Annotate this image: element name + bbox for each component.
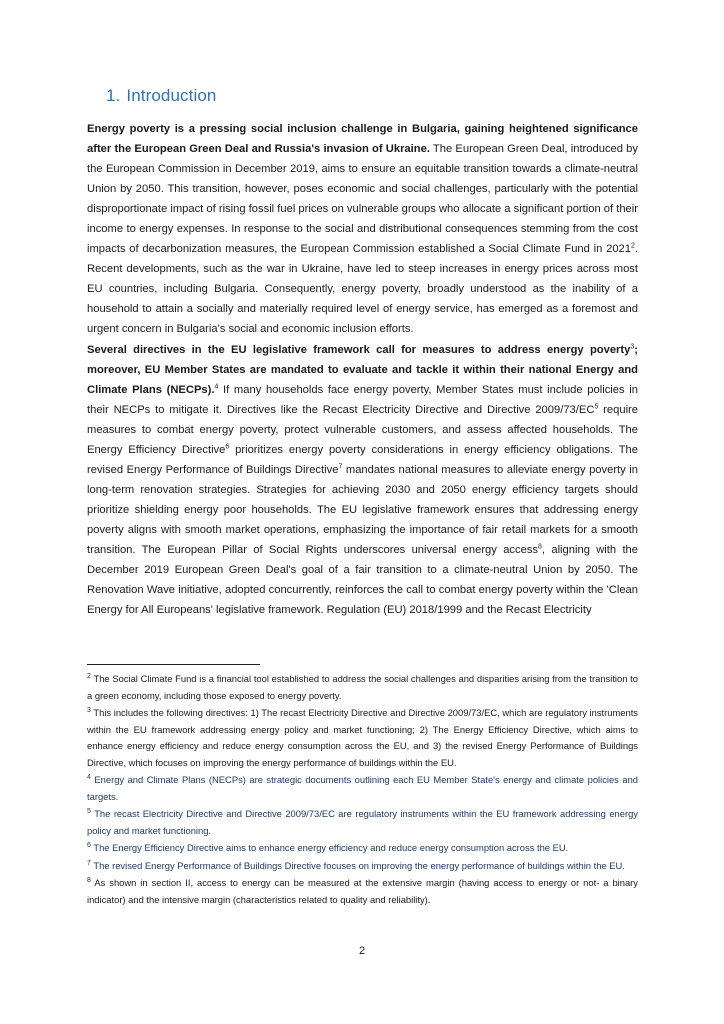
paragraph-text: require measures to combat energy poverty, protect vulnerable customers, and assess affected households. The Energy Efficiency Directive	[87, 404, 639, 456]
footnote-text: The recast Electricity Directive and Directive 2009/73/EC are regulatory instruments within the EU framework addressing energy policy and market functioning.	[87, 808, 638, 836]
footnote-5	[87, 806, 638, 839]
footnote-number: 8	[87, 876, 91, 884]
footnote-text: The Energy Efficiency Directive aims to enhance energy efficiency and reduce energy consumption across the EU.	[90, 842, 569, 853]
footnote-7	[87, 858, 638, 875]
paragraph-text: prioritizes energy poverty considerations in energy efficiency obligations. The revised Energy Performance of Buildings Directive	[87, 444, 638, 476]
footnote-number: 5	[87, 807, 91, 815]
footnote-number: 3	[87, 706, 91, 714]
paragraph-text: The European Green Deal, introduced by the European Commission in December 2019, aims to ensure an equitable transition towards a climate-neutral Union by 2050. This transition, however, poses economic and social challenges, particularly with the potential disproportionate impact of rising fossil fuel prices on vulnerable groups who allocate a significant portion of their income to energy expenses. In response to the social and distributional consequences stemming from the cost impacts of decarbonization measures, the European Commission established a Social Climate Fund in 2021	[87, 143, 638, 255]
paragraph-directives	[87, 340, 638, 620]
section-number: 1.	[106, 86, 121, 105]
footnote-number: 2	[87, 672, 91, 680]
footnote-ref[interactable]: 7	[338, 463, 343, 471]
footnote-text: This includes the following directives: 1) The recast Electricity Directive and Directive 2009/73/EC, which are regulatory instruments within the EU framework addressing energy policy and market functioning; 2) The Energy Efficiency Directive, which aims to enhance energy efficiency and reduce energy consumption across the EU, and 3) the revised Energy Performance of Buildings Directive, which focuses on improving the energy performance of buildings within the EU.	[87, 707, 638, 768]
paragraph-intro	[87, 119, 638, 339]
footnotes	[87, 671, 638, 909]
paragraph-text: mandates national measures to alleviate energy poverty in long-term renovation strategies. Strategies for achieving 2030 and 2050 energy efficiency targets should prioritize shielding energy poor households. The EU legislative framework ensures that addressing energy poverty aligns with smooth market operations, emphasizing the importance of fair retail markets for a smooth transition. The European Pillar of Social Rights underscores universal energy access	[87, 464, 638, 556]
footnote-number: 7	[87, 859, 91, 867]
footnote-3	[87, 705, 638, 771]
paragraph-lead-bold: Energy poverty is a pressing social inclusion challenge in Bulgaria, gaining heightened significance after the European Green Deal and Russia's invasion of Ukraine.	[87, 123, 638, 155]
page-number: 2	[358, 945, 366, 957]
paragraph-text: If many households face energy poverty, Member States must include policies in their NECPs to mitigate it. Directives like the Recast Electricity Directive and Directive 2009/73/EC	[87, 384, 638, 416]
footnote-ref[interactable]: 5	[594, 403, 599, 411]
footnote-separator	[87, 664, 260, 665]
footnote-text: The Social Climate Fund is a financial tool established to address the social challenges and disparities arising from the transition to a green economy, including those exposed to energy poverty.	[87, 673, 638, 701]
footnote-4	[87, 772, 638, 805]
footnote-ref[interactable]: 2	[630, 242, 635, 250]
paragraph-text: . Recent developments, such as the war in Ukraine, have led to steep increases in energy prices across most EU countries, including Bulgaria. Consequently, energy poverty, broadly understood as the inability of a household to attain a socially and materially required level of energy service, has emerged as a foremost and urgent concern in Bulgaria's social and economic inclusion efforts.	[87, 243, 638, 335]
paragraph-lead-bold: Several directives in the EU legislative framework call for measures to address energy poverty	[87, 344, 631, 356]
footnote-6	[87, 840, 638, 857]
footnote-number: 4	[87, 773, 91, 781]
paragraph-lead-bold: ; moreover, EU Member States are mandated to evaluate and tackle it within their national Energy and Climate Plans (NECPs).	[87, 344, 638, 396]
footnote-text: The revised Energy Performance of Buildings Directive focuses on improving the energy performance of buildings within the EU.	[90, 859, 625, 871]
section-heading	[106, 86, 216, 106]
section-title: Introduction	[126, 86, 217, 105]
footnote-8	[87, 875, 638, 908]
footnote-ref[interactable]: 4	[214, 383, 219, 391]
footnote-2	[87, 671, 638, 704]
footnote-number: 6	[87, 841, 91, 849]
paragraph-text: , aligning with the December 2019 European Green Deal's goal of a fair transition to a climate-neutral Union by 2050. The Renovation Wave initiative, adopted concurrently, reinforces the call to combat energy poverty within the 'Clean Energy for All Europeans' legislative framework. Regulation (EU) 2018/1999 and the Recast Electricity	[87, 544, 638, 616]
footnote-ref[interactable]: 8	[538, 543, 542, 551]
footnote-ref[interactable]: 3	[630, 343, 635, 351]
footnote-text: As shown in section II, access to energy can be measured at the extensive margin (having access to energy or not- a binary indicator) and the intensive margin (characteristics related to quality and reliability).	[87, 877, 638, 905]
footnote-ref[interactable]: 6	[225, 443, 230, 451]
footnote-text: Energy and Climate Plans (NECPs) are strategic documents outlining each EU Member State's energy and climate policies and targets.	[87, 774, 638, 802]
